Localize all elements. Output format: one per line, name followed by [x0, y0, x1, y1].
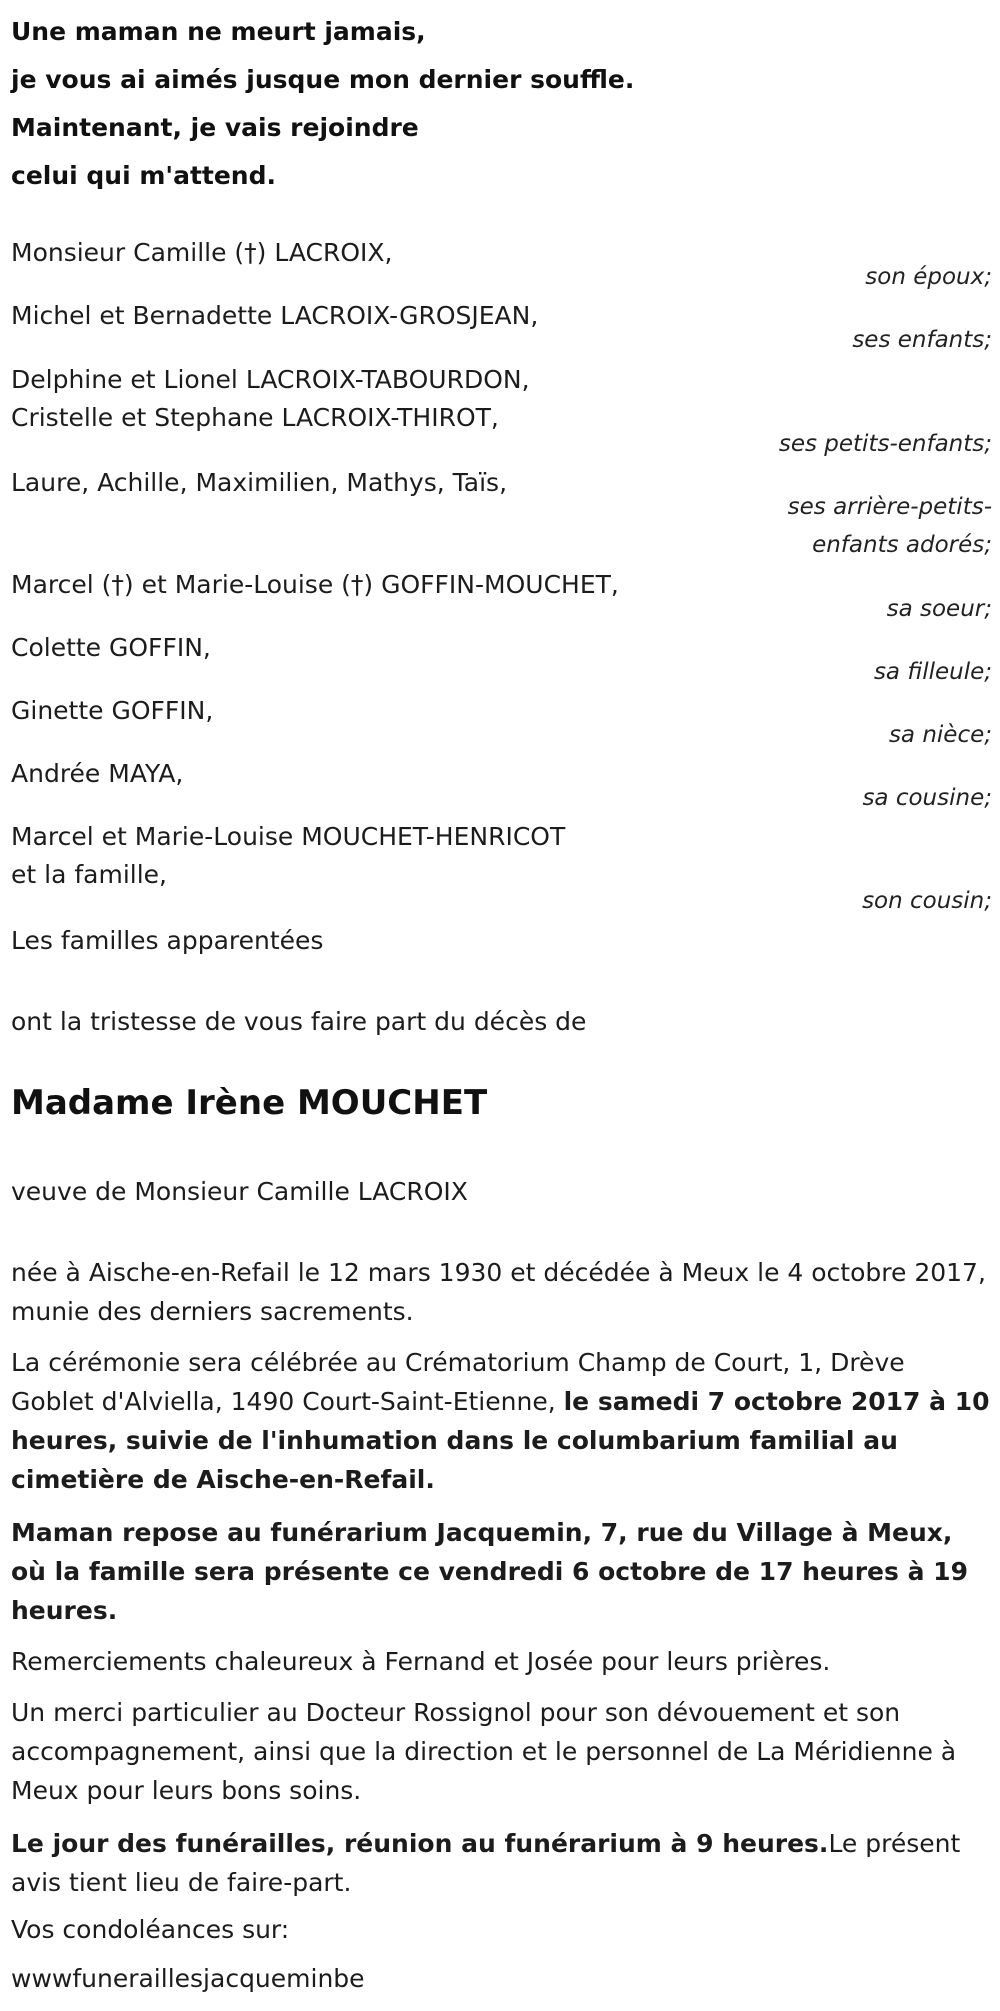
poem-line: Une maman ne meurt jamais, — [11, 17, 426, 46]
thanks-doctor: Un merci particulier au Docteur Rossignol pour son dévouement et son accompagnement, ainsi que la direction et le personnel de La Méridienne à Meux pour leurs bons soins. — [11, 1698, 957, 1805]
family-names: Marcel (†) et Marie-Louise (†) GOFFIN-MOUCHET, — [11, 570, 619, 599]
family-relation: son époux; — [865, 264, 992, 290]
poem-line: Maintenant, je vais rejoindre — [11, 113, 419, 142]
condolences-website-link[interactable]: wwwfuneraillesjacqueminbe — [11, 1964, 365, 1993]
family-names: Delphine et Lionel LACROIX-TABOURDON, — [11, 365, 530, 394]
family-relation: ses petits-enfants; — [778, 431, 992, 457]
ceremony-date: le samedi 7 octobre 2017 à 10 heures, suivie de l'inhumation dans le columbarium familial au cimetière de Aische-en-Refail. — [11, 1387, 990, 1494]
meeting-note: Le présent avis tient lieu de faire-part. — [11, 1829, 961, 1897]
family-names: Monsieur Camille (†) LACROIX, — [11, 238, 393, 267]
poem-line: celui qui m'attend. — [11, 161, 277, 190]
deceased-name: Madame Irène MOUCHET — [11, 1083, 488, 1123]
condolences-label: Vos condoléances sur: — [11, 1915, 290, 1944]
funeral-meeting — [11, 1824, 991, 1902]
family-relation: sa filleule; — [873, 659, 992, 685]
thanks-prayers: Remerciements chaleureux à Fernand et Josée pour leurs prières. — [11, 1647, 831, 1676]
family-names: et la famille, — [11, 860, 167, 889]
related-families: Les familles apparentées — [11, 926, 324, 955]
family-names: Michel et Bernadette LACROIX-GROSJEAN, — [11, 301, 539, 330]
poem-line: je vous ai aimés jusque mon dernier souffle. — [11, 65, 635, 94]
family-relation: ses enfants; — [852, 327, 992, 353]
funerarium-paragraph: Maman repose au funérarium Jacquemin, 7, rue du Village à Meux, où la famille sera présente ce vendredi 6 octobre de 17 heures à 19 heures. — [11, 1518, 968, 1625]
announcement-intro: ont la tristesse de vous faire part du décès de — [11, 1007, 587, 1036]
family-relation: enfants adorés; — [812, 532, 992, 558]
family-names: Ginette GOFFIN, — [11, 696, 214, 725]
family-names: Cristelle et Stephane LACROIX-THIROT, — [11, 403, 499, 432]
ceremony-paragraph — [11, 1343, 991, 1499]
ceremony-location: La cérémonie sera célébrée au Crématorium Champ de Court, 1, Drève Goblet d'Alviella, 1490 Court-Saint-Etienne, — [11, 1348, 905, 1416]
family-names: Marcel et Marie-Louise MOUCHET-HENRICOT — [11, 822, 566, 851]
family-relation: son cousin; — [862, 888, 992, 914]
family-relation: sa cousine; — [862, 785, 992, 811]
family-names: Colette GOFFIN, — [11, 633, 211, 662]
family-relation: sa nièce; — [888, 722, 992, 748]
family-names: Andrée MAYA, — [11, 759, 184, 788]
family-relation: ses arrière-petits- — [787, 494, 992, 520]
opening-poem — [11, 8, 634, 200]
family-names: Laure, Achille, Maximilien, Mathys, Taïs, — [11, 468, 508, 497]
family-relation: sa soeur; — [886, 596, 992, 622]
widow-line: veuve de Monsieur Camille LACROIX — [11, 1177, 468, 1206]
meeting-time: Le jour des funérailles, réunion au funérarium à 9 heures. — [11, 1829, 829, 1858]
birth-death-paragraph: née à Aische-en-Refail le 12 mars 1930 et décédée à Meux le 4 octobre 2017, munie des derniers sacrements. — [11, 1258, 986, 1326]
